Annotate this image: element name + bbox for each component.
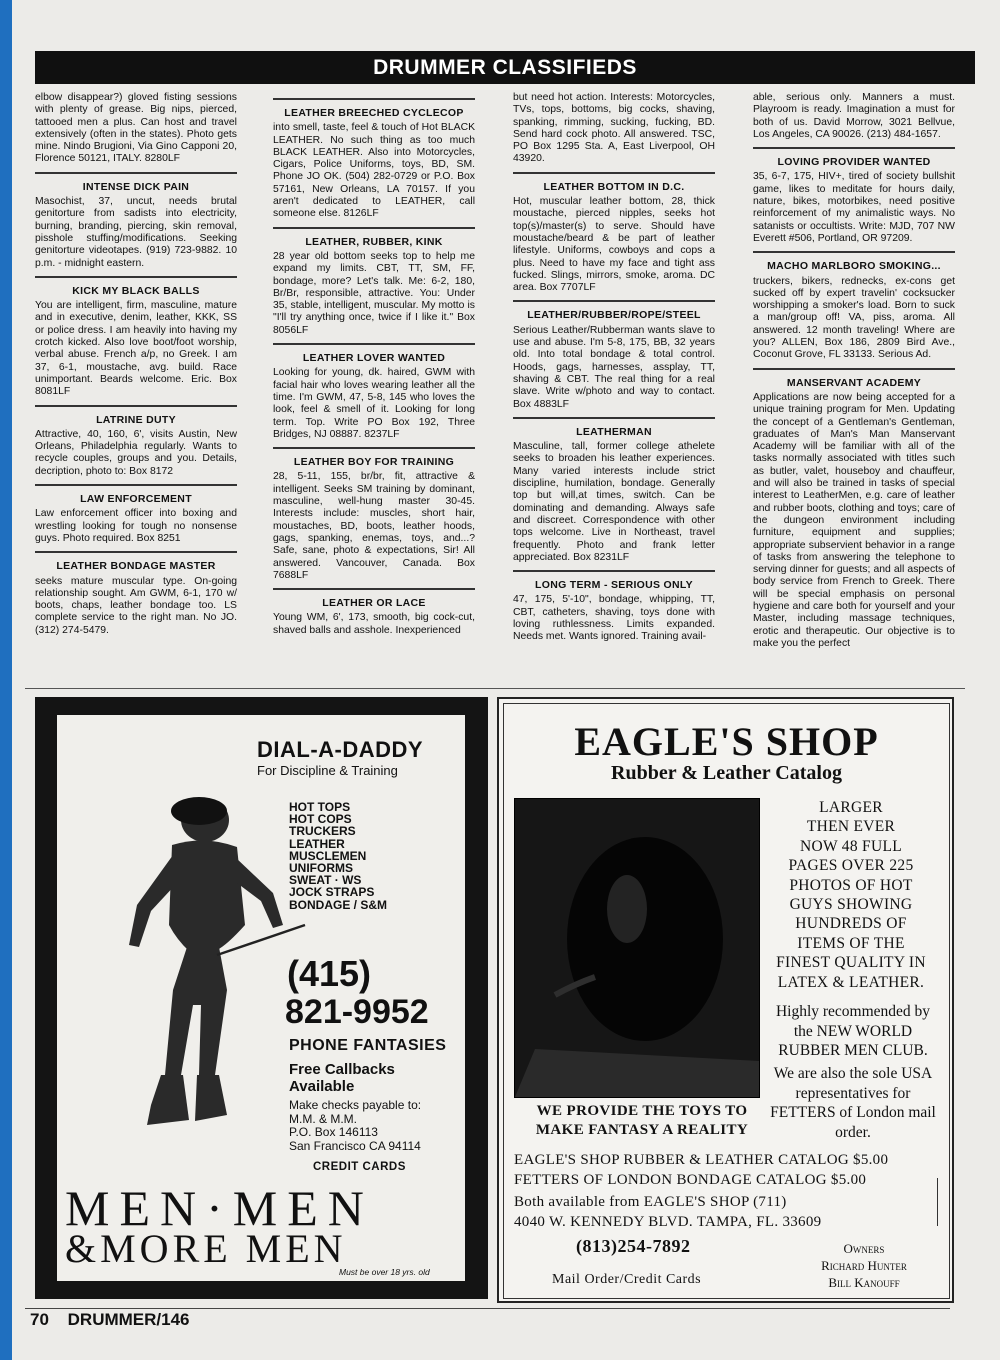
- ad-heading: KICK MY BLACK BALLS: [72, 284, 200, 297]
- service-list: [289, 801, 387, 911]
- payment-line: Make checks payable to:: [289, 1098, 422, 1112]
- feature-line: FINEST QUALITY IN: [776, 954, 926, 972]
- ad-divider: [513, 172, 715, 174]
- owners-label: Owners: [843, 1241, 885, 1256]
- section-banner: DRUMMER CLASSIFIEDS: [35, 51, 975, 84]
- owners-block: [799, 1240, 929, 1291]
- service-item: BONDAGE / S&M: [289, 897, 388, 912]
- ad-heading: LEATHER OR LACE: [322, 597, 426, 610]
- feature-line: NOW 48 FULL: [799, 837, 903, 855]
- ad-body: Masculine, tall, former college athelete seeks to broaden his leather experiences. Many varied interests include strict discipline, humilation, bondage. Generally top but will,at times, switch. Can be dominating and demanding. Always safe and discreet. Correspondence with other tops welcome. Live in Northeast, travel frequently. Photo and frank letter appreciated. Box 8231LF: [513, 441, 715, 563]
- rubber-hood-image: [515, 799, 759, 1097]
- classified-ad: [273, 227, 475, 337]
- ad-body: into smell, taste, feel & touch of Hot BLACK LEATHER. No such thing as too much BLACK LEATHER. Also into Motorcycles, Cigars, Police Uniforms, toys, BD, SM. Phone JO OK. (504) 282-0729 or P.O. Box 57161, New Orleans, LA 70157. If you aren't dedicated to LEATHER, call someone else. 8126LF: [273, 122, 475, 220]
- ad-divider: [513, 417, 715, 419]
- feature-line: LARGER: [819, 799, 883, 816]
- classified-ad: [273, 343, 475, 441]
- ad-heading: LEATHER BOY FOR TRAINING: [293, 456, 455, 469]
- service-item: HOT COPS: [289, 812, 352, 827]
- classified-ad: [753, 147, 955, 245]
- dial-a-daddy-ad: [35, 697, 488, 1299]
- magazine-issue: DRUMMER/146: [67, 1310, 190, 1329]
- service-item: UNIFORMS: [289, 861, 353, 876]
- classified-ad: [273, 98, 475, 221]
- classified-ad: [35, 484, 237, 545]
- age-notice: Must be over 18 yrs. old: [339, 1267, 430, 1277]
- ad-divider: [35, 551, 237, 553]
- rubber-hood-photo: [514, 798, 760, 1098]
- footer-divider: [25, 1308, 950, 1309]
- ad-heading: LEATHER LOVER WANTED: [302, 352, 446, 365]
- classified-ad: [35, 276, 237, 399]
- ad-body: Law enforcement officer into boxing and wrestling looking for tough no nonsense guys. Photo required. Box 8251: [35, 508, 237, 544]
- ad-divider: [513, 570, 715, 572]
- ad-divider: [273, 447, 475, 449]
- recommendation: Highly recommended by the NEW WORLD RUBBER MEN CLUB.: [775, 1003, 931, 1060]
- classified-ad: [513, 172, 715, 295]
- catalog-price-2: FETTERS OF LONDON BONDAGE CATALOG $5.00: [514, 1172, 867, 1188]
- ad-heading: LATRINE DUTY: [96, 413, 176, 426]
- classifieds-column-4: [753, 92, 955, 654]
- classifieds-column-2: [273, 92, 475, 641]
- ad-heading: LAW ENFORCEMENT: [80, 493, 192, 506]
- classifieds-column-3: [513, 92, 715, 648]
- ad-body: seeks mature muscular type. On-going relationship sought. Am GWM, 6-1, 170 w/ boots, chaps, leather bondage too. LS complete service to the right man. No JO. (312) 274-5479.: [35, 575, 237, 636]
- ad-body: able, serious only. Manners a must. Playroom is ready. Imagination a must for both of us. David Morrow, 3021 Bellvue, Los Angeles, CA 90026. (213) 484-1657.: [753, 92, 955, 140]
- eagles-shop-panel: [503, 703, 950, 1299]
- classified-ad: [35, 92, 237, 166]
- ad-heading: LEATHER BREECHED CYCLECOP: [284, 107, 464, 119]
- ad-body: Hot, muscular leather bottom, 28, thick moustache, pierced nipples, seeks hot top(s)/master(s) to serve. Should have moustache/beard & be part of leather lifestyle. Uniforms, cowboys and cops a plus. Need to have my face and tight ass fucked. Slings, mirrors, smoke, aroma. DC area. Box 7707LF: [513, 196, 715, 294]
- ad-divider: [35, 276, 237, 278]
- ad-heading: LEATHER BONDAGE MASTER: [56, 560, 216, 573]
- page-footer: [30, 1310, 190, 1330]
- service-item: SWEAT · WS: [289, 873, 362, 888]
- page-number: 70: [30, 1310, 49, 1329]
- phone-number: 821-9952: [285, 993, 429, 1031]
- ad-body: Attractive, 40, 160, 6', visits Austin, New Orleans, Philadelphia regularly. Wants to recycle couples, groups and you. Details, decription, photo to: Box 8172: [35, 428, 237, 477]
- shop-address: 4040 W. KENNEDY BLVD. TAMPA, FL. 33609: [514, 1214, 822, 1230]
- ad-body: 35, 6-7, 175, HIV+, tired of society bullshit game, likes to meditate for hours daily, nature, bikes, motorbikes, need positive reinforcement of my animalistic ways. No satanists or occultists. Write: MJD, 707 NW Everett #506, Portland, OR 97209.: [753, 171, 955, 244]
- ad-heading: LEATHER/RUBBER/ROPE/STEEL: [527, 309, 701, 322]
- ad-body: Serious Leather/Rubberman wants slave to use and abuse. I'm 5-8, 175, BB, 32 years old. Into total bondage & total control. Hoods, gags, harnesses, assplay, TT, shaving & CBT. The real thing for a real slave. Write w/photo and way to contact. Box 4883LF: [513, 324, 715, 410]
- classified-ad: [513, 300, 715, 410]
- service-item: LEATHER: [289, 836, 345, 851]
- free-callbacks-line: Free Callbacks: [289, 1061, 395, 1078]
- ad-divider: [35, 172, 237, 174]
- section-divider: [25, 688, 965, 689]
- credit-cards-label: CREDIT CARDS: [313, 1161, 406, 1173]
- classifieds-column-1: [35, 92, 237, 641]
- representatives-note: We are also the sole USA representatives for FETTERS of London mail order.: [770, 1065, 936, 1141]
- ad-body: You are intelligent, firm, masculine, mature and in executive, denim, leather, KKK, SS or police dress. I am heavily into having my crotch kicked. Also love boot/foot worship, verbal abuse. French a/p, no Greek. I am 37, 6-1, moustache, avg. build. Race unimportant. Beards welcome. Eric. Box 8081LF: [35, 300, 237, 398]
- ad-body: Applications are now being accepted for a unique training program for Men. Updating the concept of a Gentleman's Gentleman, graduates of Man's Man Manservant Academy will be familiar with all of the tasks normally associated with titles such as butler, valet, houseboy and chauffeur, and will also be trained in tasks of special interest to LeatherMen, e.g. care of leather and rubber boots, clothing and toys; care of the dungeon environment including furniture, equipment and supplies; appropriate subservient behavior in a range of tasks from answering the telephone to serving dinner for guests; and all aspects of body service from French to Greek. There will be special emphasis on personal hygiene and care both for yourself and your Master, including massage techniques, erotic and therapeutic. Our objective is to make you the perfect: [753, 391, 955, 649]
- catalog-features: [766, 798, 936, 992]
- feature-line: PAGES OVER 225: [788, 857, 914, 875]
- ad-body: Looking for young, dk. haired, GWM with facial hair who loves wearing leather all the time. I'm GWM, 47, 5-8, 145 who loves the look, feel & smell of it. Looking for long term. Top. Write PO Box 192, Three Bridges, NJ 08887. 8237LF: [273, 367, 475, 440]
- feature-line: PHOTOS OF HOT: [789, 876, 913, 894]
- feature-line: HUNDREDS OF: [795, 915, 907, 933]
- service-item: TRUCKERS: [289, 824, 356, 839]
- phone-fantasies-label: PHONE FANTASIES: [289, 1037, 447, 1054]
- ad-body: Young WM, 6', 173, smooth, big cock-cut, shaved balls and asshole. Inexperienced: [273, 612, 475, 636]
- classified-ad: [753, 92, 955, 141]
- ad-body: Masochist, 37, uncut, needs brutal genitorture from sadists into electricity, burning, branding, piercing, skin removal, pisshole stuffing/modifications. Seeking genitorture videotapes. (919) 723-9882. 10 p.m. - midnight eastern.: [35, 196, 237, 269]
- ad-heading: LONG TERM - SERIOUS ONLY: [535, 579, 693, 592]
- classified-ad: [273, 588, 475, 637]
- men-men-slogan: MEN·MEN: [65, 1180, 374, 1236]
- ad-subtitle: For Discipline & Training: [257, 763, 398, 778]
- ad-heading: LEATHER, RUBBER, KINK: [305, 235, 443, 248]
- dial-a-daddy-panel: [57, 715, 465, 1281]
- classified-ad: [753, 368, 955, 651]
- ad-heading: MANSERVANT ACADEMY: [786, 376, 922, 389]
- eagles-shop-ad: [497, 697, 954, 1303]
- shop-phone: (813)254-7892: [576, 1236, 691, 1256]
- more-men-slogan: &MORE MEN: [65, 1226, 347, 1271]
- ad-subtitle: Rubber & Leather Catalog: [611, 762, 842, 784]
- classified-ad: [35, 551, 237, 637]
- ad-heading: LOVING PROVIDER WANTED: [777, 156, 931, 169]
- ad-body: but need hot action. Interests: Motorcycles, TVs, tops, bottoms, big cocks, shaving, spanking, rimming, sucking, fucking, BD. Send hard cock photo. All answered. TSC, PO Box 1295 Sta. A, East Liverpool, OH 43920.: [513, 92, 715, 165]
- classified-ad: [35, 172, 237, 270]
- divider-line: [937, 1178, 938, 1226]
- owner-name: Richard Hunter: [821, 1258, 907, 1273]
- ad-heading: LEATHERMAN: [576, 425, 652, 438]
- feature-line: THEN EVER: [806, 818, 896, 836]
- ad-divider: [753, 368, 955, 370]
- page-edge: [0, 0, 12, 1360]
- ad-divider: [35, 405, 237, 407]
- ad-divider: [273, 227, 475, 229]
- ad-body: 28 year old bottom seeks top to help me expand my limits. CBT, TT, SM, FF, bondage, more? Let's talk. Me: 6-2, 180, Br/Br, responsible, attractive. You: Under 35, stable, intelligent, muscular. My motto is "I'll try anything once, twice if I like it." Box 8056LF: [273, 250, 475, 336]
- service-item: HOT TOPS: [289, 800, 351, 814]
- feature-line: GUYS SHOWING: [789, 896, 913, 914]
- feature-line: ITEMS OF THE: [797, 934, 905, 952]
- area-code: (415): [287, 953, 372, 994]
- figure-illustration: [77, 775, 307, 1175]
- classified-ad: [753, 251, 955, 361]
- payment-line: San Francisco CA 94114: [289, 1138, 421, 1153]
- ad-heading: INTENSE DICK PAIN: [82, 180, 190, 193]
- free-callbacks-line: Available: [289, 1078, 355, 1095]
- payment-line: P.O. Box 146113: [289, 1125, 378, 1139]
- ad-body: elbow disappear?) gloved fisting sessions with plenty of grease. Big nips, pierced, tattooed men a plus. Can host and travel extensively (often in the states). Photo gets mine. Nindo Brugioni, Via Gino Capponi 20, Florence 50121, ITALY. 8280LF: [35, 92, 237, 165]
- ad-divider: [753, 147, 955, 149]
- ad-body: 47, 175, 5'-10", bondage, whipping, TT, CBT, catheters, shaving, toys done with loving ruthlessness. Limits expanded. Needs met. Wants ignored. Training avail-: [513, 594, 715, 643]
- ad-divider: [513, 300, 715, 302]
- toys-slogan: WE PROVIDE THE TOYS TO MAKE FANTASY A REALITY: [535, 1103, 749, 1138]
- ad-body: 28, 5-11, 155, br/br, fit, attractive & intelligent. Seeks SM training by dominant, masculine, well-hung master 30-45. Interests include: muscles, short hair, moustaches, BD, boots, leather hoods, gags, spanking, enemas, toys, and...? Safe, sane, photo & expectations, Sir! All answered. Vancouver, Canada. Box 7688LF: [273, 471, 475, 581]
- service-item: MUSCLEMEN: [289, 848, 367, 863]
- classified-ad: [513, 92, 715, 166]
- classified-ad: [35, 405, 237, 478]
- ad-title: EAGLE'S SHOP: [574, 719, 879, 764]
- feature-line: LATEX & LEATHER.: [777, 973, 925, 991]
- classified-ad: [513, 417, 715, 564]
- classified-ad: [513, 570, 715, 643]
- classified-ad: [273, 447, 475, 582]
- ad-title: DIAL-A-DADDY: [257, 737, 424, 762]
- owner-name: Bill Kanouff: [828, 1275, 900, 1290]
- ad-divider: [273, 343, 475, 345]
- payment-line: M.M. & M.M.: [289, 1111, 357, 1126]
- free-callbacks: [289, 1061, 395, 1095]
- ad-divider: [273, 98, 475, 100]
- ad-divider: [753, 251, 955, 253]
- availability-note: Both available from EAGLE'S SHOP (711): [514, 1194, 787, 1210]
- ad-heading: LEATHER BOTTOM IN D.C.: [543, 180, 685, 193]
- service-item: JOCK STRAPS: [289, 885, 375, 900]
- ad-divider: [273, 588, 475, 590]
- catalog-price-1: EAGLE'S SHOP RUBBER & LEATHER CATALOG $5.00: [514, 1152, 889, 1168]
- ad-body: truckers, bikers, rednecks, ex-cons get sucked off by expert travelin' cocksucker worshipping a smoker's load. Born to suck a man/group off! VA, piss, aroma. All answered. 12 month traveling! Where are you? ALLEN, Box 186, 2809 Bird Ave., Coconut Grove, FL 33133. Serious Ad.: [753, 275, 955, 361]
- payment-address: [289, 1099, 421, 1153]
- ad-heading: MACHO MARLBORO SMOKING...: [767, 260, 941, 273]
- ad-divider: [35, 484, 237, 486]
- mail-order-label: Mail Order/Credit Cards: [552, 1272, 702, 1287]
